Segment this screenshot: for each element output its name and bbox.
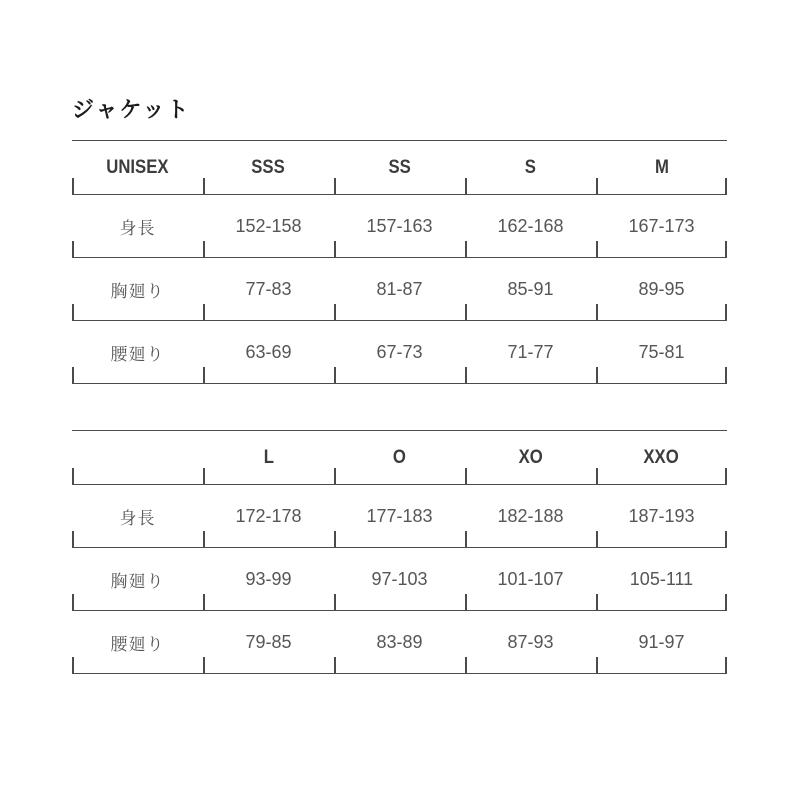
header-label: S bbox=[524, 156, 537, 178]
value: 182-188 bbox=[497, 505, 564, 526]
value: 152-158 bbox=[235, 215, 302, 236]
value: 83-89 bbox=[376, 631, 423, 652]
value: 89-95 bbox=[638, 278, 685, 299]
row-label-cell bbox=[72, 321, 203, 383]
row-label: 胸廻り bbox=[110, 571, 165, 591]
value-cell bbox=[596, 485, 727, 547]
header-label: XO bbox=[518, 446, 543, 468]
value-cell bbox=[465, 611, 596, 673]
value: 177-183 bbox=[366, 505, 433, 526]
table-row-waist bbox=[72, 321, 727, 384]
row-label-cell bbox=[72, 258, 203, 320]
header-label: UNISEX bbox=[106, 156, 169, 178]
value-cell bbox=[596, 611, 727, 673]
value-cell bbox=[465, 321, 596, 383]
value-cell bbox=[596, 258, 727, 320]
value: 77-83 bbox=[245, 278, 292, 299]
row-label: 胸廻り bbox=[110, 281, 165, 301]
value-cell bbox=[334, 258, 465, 320]
value-cell bbox=[465, 548, 596, 610]
header-cell-xo bbox=[465, 431, 596, 484]
header-cell-unisex bbox=[72, 141, 203, 194]
header-row bbox=[72, 141, 727, 195]
value: 91-97 bbox=[638, 631, 685, 652]
value: 71-77 bbox=[507, 341, 554, 362]
value-cell bbox=[334, 195, 465, 257]
header-cell-ss bbox=[334, 141, 465, 194]
value: 167-173 bbox=[628, 215, 695, 236]
header-label: L bbox=[263, 446, 274, 468]
page-title: ジャケット bbox=[72, 97, 191, 122]
row-label: 腰廻り bbox=[110, 344, 165, 364]
value: 79-85 bbox=[245, 631, 292, 652]
table-row-chest bbox=[72, 258, 727, 321]
value-cell bbox=[465, 195, 596, 257]
header-label: SS bbox=[388, 156, 411, 178]
value: 87-93 bbox=[507, 631, 554, 652]
header-cell-blank bbox=[72, 431, 203, 484]
value-cell bbox=[596, 195, 727, 257]
value: 97-103 bbox=[371, 568, 428, 589]
value-cell bbox=[203, 485, 334, 547]
header-label: XXO bbox=[643, 446, 680, 468]
value-cell bbox=[203, 321, 334, 383]
value-cell bbox=[334, 321, 465, 383]
value-cell bbox=[203, 611, 334, 673]
header-cell-s bbox=[465, 141, 596, 194]
table-row-height bbox=[72, 485, 727, 548]
value: 93-99 bbox=[245, 568, 292, 589]
row-label-cell bbox=[72, 485, 203, 547]
row-label-cell bbox=[72, 611, 203, 673]
value-cell bbox=[203, 258, 334, 320]
value: 63-69 bbox=[245, 341, 292, 362]
value: 172-178 bbox=[235, 505, 302, 526]
value-cell bbox=[203, 548, 334, 610]
value: 101-107 bbox=[497, 568, 564, 589]
header-cell-o bbox=[334, 431, 465, 484]
row-label: 身長 bbox=[119, 218, 156, 238]
row-label: 身長 bbox=[119, 508, 156, 528]
size-table-small-sizes bbox=[72, 140, 727, 384]
header-label: O bbox=[392, 446, 407, 468]
row-label-cell bbox=[72, 548, 203, 610]
row-label-cell bbox=[72, 195, 203, 257]
header-cell-m bbox=[596, 141, 727, 194]
value-cell bbox=[596, 548, 727, 610]
value: 81-87 bbox=[376, 278, 423, 299]
header-label: M bbox=[654, 156, 669, 178]
value-cell bbox=[334, 548, 465, 610]
table-row-waist bbox=[72, 611, 727, 674]
value: 75-81 bbox=[638, 341, 685, 362]
value-cell bbox=[203, 195, 334, 257]
value: 105-111 bbox=[629, 568, 694, 589]
header-row bbox=[72, 431, 727, 485]
header-cell-xxo bbox=[596, 431, 727, 484]
value-cell bbox=[334, 611, 465, 673]
value: 85-91 bbox=[507, 278, 554, 299]
value: 187-193 bbox=[628, 505, 695, 526]
header-cell-l bbox=[203, 431, 334, 484]
value-cell bbox=[465, 485, 596, 547]
table-row-chest bbox=[72, 548, 727, 611]
value: 67-73 bbox=[376, 341, 423, 362]
value-cell bbox=[334, 485, 465, 547]
header-cell-sss bbox=[203, 141, 334, 194]
value: 162-168 bbox=[497, 215, 564, 236]
header-label: SSS bbox=[251, 156, 286, 178]
size-table-large-sizes bbox=[72, 430, 727, 674]
row-label: 腰廻り bbox=[110, 634, 165, 654]
value: 157-163 bbox=[366, 215, 433, 236]
value-cell bbox=[596, 321, 727, 383]
value-cell bbox=[465, 258, 596, 320]
table-row-height bbox=[72, 195, 727, 258]
